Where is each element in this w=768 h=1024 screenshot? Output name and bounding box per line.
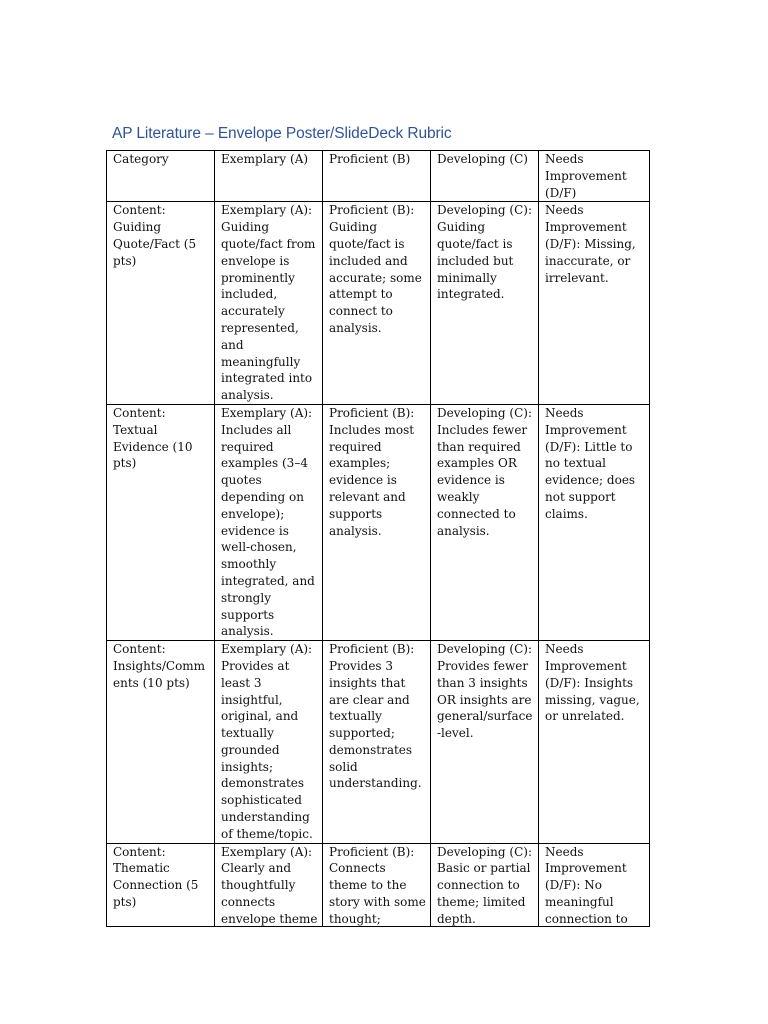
cell-text: Exemplary (A): Clearly and thoughtfully connects envelope theme xyxy=(221,844,318,926)
document-title: AP Literature – Envelope Poster/SlideDeck Rubric xyxy=(112,125,452,142)
table-row xyxy=(107,641,650,844)
cell-exemplary: Exemplary (A): Includes all required examples (3–4 quotes depending on envelope); evidence is well-chosen, smoothly integrated, and strongly supports analysis. xyxy=(215,404,323,640)
cell-proficient: Proficient (B): Guiding quote/fact is included and accurate; some attempt to connect to analysis. xyxy=(323,202,431,405)
cell-needs-improvement: Needs Improvement (D/F): Missing, inaccurate, or irrelevant. xyxy=(539,202,650,405)
cell-category: Content: Insights/Comments (10 pts) xyxy=(107,641,215,844)
cell-developing: Developing (C): Includes fewer than required examples OR evidence is weakly connected to analysis. xyxy=(431,404,539,640)
cell-exemplary: Exemplary (A): Provides at least 3 insightful, original, and textually grounded insights; demonstrates sophisticated understanding of theme/topic. xyxy=(215,641,323,844)
cell-category: Content: Textual Evidence (10 pts) xyxy=(107,404,215,640)
cell-exemplary: Exemplary (A): Guiding quote/fact from envelope is prominently included, accurately represented, and meaningfully integrated into analysis. xyxy=(215,202,323,405)
cell-developing: Developing (C): Guiding quote/fact is included but minimally integrated. xyxy=(431,202,539,405)
rubric-table xyxy=(106,150,650,927)
cell-text: Proficient (B): Connects theme to the story with some thought; xyxy=(329,844,426,926)
cell-category xyxy=(107,843,215,926)
cell-text: Content: Thematic Connection (5 pts) xyxy=(113,844,199,910)
header-exemplary: Exemplary (A) xyxy=(215,151,323,202)
cell-needs-improvement: Needs Improvement (D/F): Little to no textual evidence; does not support claims. xyxy=(539,404,650,640)
cell-proficient xyxy=(323,843,431,926)
cell-proficient: Proficient (B): Provides 3 insights that are clear and textually supported; demonstrates solid understanding. xyxy=(323,641,431,844)
header-needs-improvement: Needs Improvement (D/F) xyxy=(539,151,650,202)
cell-proficient: Proficient (B): Includes most required examples; evidence is relevant and supports analysis. xyxy=(323,404,431,640)
table-row xyxy=(107,404,650,640)
cell-developing xyxy=(431,843,539,926)
cell-needs-improvement: Needs Improvement (D/F): Insights missing, vague, or unrelated. xyxy=(539,641,650,844)
header-developing: Developing (C) xyxy=(431,151,539,202)
cell-text: Developing (C): Basic or partial connection to theme; limited depth. xyxy=(437,844,532,926)
table-header-row xyxy=(107,151,650,202)
table-row xyxy=(107,202,650,405)
header-category: Category xyxy=(107,151,215,202)
cell-developing: Developing (C): Provides fewer than 3 insights OR insights are general/surface-level. xyxy=(431,641,539,844)
cell-category: Content: Guiding Quote/Fact (5 pts) xyxy=(107,202,215,405)
cell-exemplary xyxy=(215,843,323,926)
cell-needs-improvement xyxy=(539,843,650,926)
header-proficient: Proficient (B) xyxy=(323,151,431,202)
cell-text: Needs Improvement (D/F): No meaningful connection to xyxy=(545,844,628,926)
table-row xyxy=(107,843,650,926)
